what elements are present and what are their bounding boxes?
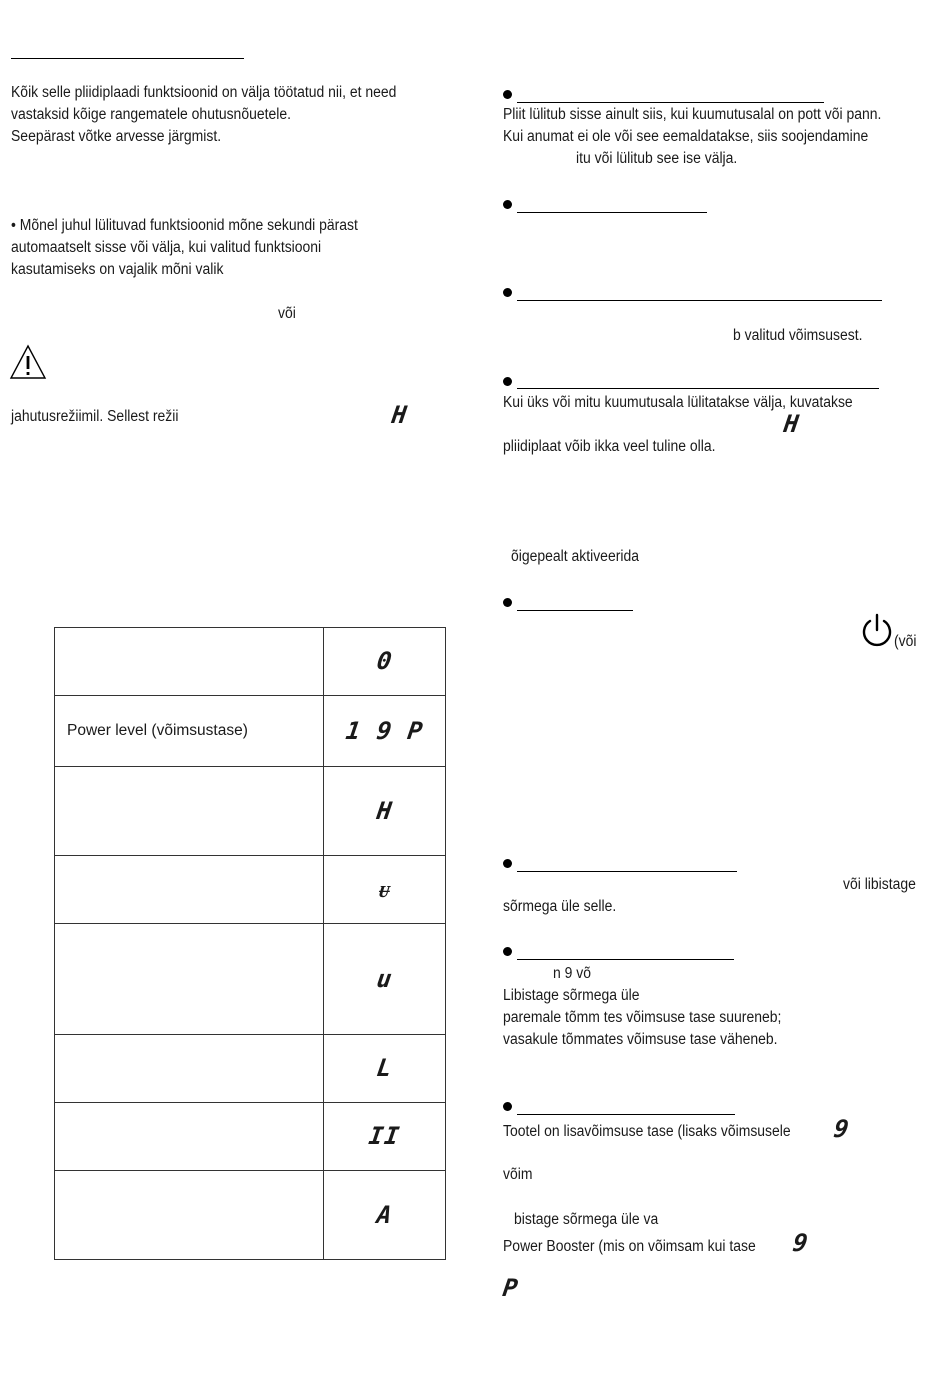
booster-code-9: 9 [832, 1115, 852, 1143]
auto-line-2: automaatselt sisse või välja, kui valitud funktsiooni [11, 239, 322, 256]
heading-rule [11, 58, 244, 59]
row-label [55, 767, 324, 856]
auto-line-1: • Mõnel juhul lülituvad funktsioonid mõne sekundi pärast [11, 217, 358, 234]
section-rule [517, 959, 734, 960]
slide-line-2: sõrmega üle selle. [503, 898, 617, 915]
intro-line-2: vastaksid kõige rangematele ohutusnõuetele. [11, 106, 291, 123]
residual-heat-line-1: Kui üks või mitu kuumutusala lülitatakse välja, kuvatakse [503, 394, 853, 411]
section-rule [517, 1114, 735, 1115]
residual-heat-line-2: pliidiplaat võib ikka veel tuline olla. [503, 438, 716, 455]
row-code: H [324, 767, 446, 856]
row-code: 1 9 P [324, 696, 446, 767]
section-rule [517, 871, 737, 872]
row-code: L [324, 1035, 446, 1103]
power-icon [861, 613, 893, 649]
cooling-code: H [390, 401, 410, 429]
row-code: A [324, 1171, 446, 1260]
booster-code-p: P [501, 1274, 521, 1302]
table-row [55, 1035, 446, 1103]
power-adjust-line-1: n 9 võ [553, 965, 592, 982]
power-voi-text: (või [894, 633, 917, 650]
section-bullet [503, 598, 512, 607]
table-row [55, 767, 446, 856]
section-bullet [503, 947, 512, 956]
residual-heat-code: H [782, 410, 802, 438]
row-label [55, 1035, 324, 1103]
section-rule [517, 388, 879, 389]
row-label [55, 856, 324, 924]
section-bullet [503, 1102, 512, 1111]
section-rule [517, 610, 633, 611]
booster-line-3: bistage sõrmega üle va [514, 1211, 659, 1228]
row-code: ᵾ [324, 856, 446, 924]
row-label: Power level (võimsustase) [55, 696, 324, 767]
row-label [55, 628, 324, 696]
section-rule [517, 300, 882, 301]
pan-detect-line-1: Pliit lülitub sisse ainult siis, kui kuumutusalal on pott või pann. [503, 106, 882, 123]
table-row [55, 924, 446, 1035]
row-label [55, 924, 324, 1035]
section-bullet [503, 859, 512, 868]
activate-text: õigepealt aktiveerida [511, 548, 639, 565]
table-row [55, 696, 446, 767]
auto-line-3: kasutamiseks on vajalik mõni valik [11, 261, 224, 278]
section-rule [517, 212, 707, 213]
table-row [55, 1171, 446, 1260]
power-selected-text: b valitud võimsusest. [733, 327, 863, 344]
section-bullet [503, 288, 512, 297]
booster-code-9b: 9 [791, 1229, 811, 1257]
row-code: 0 [324, 628, 446, 696]
power-adjust-line-2: Libistage sõrmega üle [503, 987, 640, 1004]
cooling-text: jahutusrežiimil. Sellest režii [11, 408, 179, 425]
section-bullet [503, 90, 512, 99]
row-code: u [324, 924, 446, 1035]
intro-line-3: Seepärast võtke arvesse järgmist. [11, 128, 222, 145]
table-row [55, 628, 446, 696]
booster-voim: võim [503, 1166, 533, 1183]
booster-line-4: Power Booster (mis on võimsam kui tase [503, 1238, 756, 1255]
row-label [55, 1103, 324, 1171]
table-row [55, 856, 446, 924]
section-bullet [503, 377, 512, 386]
slide-right-text: või libistage [843, 876, 916, 893]
row-label [55, 1171, 324, 1260]
section-bullet [503, 200, 512, 209]
section-rule [517, 102, 824, 103]
intro-line-1: Kõik selle pliidiplaadi funktsioonid on välja töötatud nii, et need [11, 84, 397, 101]
warning-icon [9, 344, 47, 380]
power-adjust-line-3: paremale tõmm tes võimsuse tase suureneb; [503, 1009, 782, 1026]
booster-line-1: Tootel on lisavõimsuse tase (lisaks võimsusele [503, 1123, 791, 1140]
pan-detect-line-3: itu või lülitub see ise välja. [576, 150, 738, 167]
table-row [55, 1103, 446, 1171]
pan-detect-line-2: Kui anumat ei ole või see eemaldatakse, siis soojendamine [503, 128, 869, 145]
voi-text: või [278, 305, 296, 322]
power-adjust-line-4: vasakule tõmmates võimsuse tase väheneb. [503, 1031, 778, 1048]
display-codes-table [54, 627, 446, 1260]
row-code: II [324, 1103, 446, 1171]
